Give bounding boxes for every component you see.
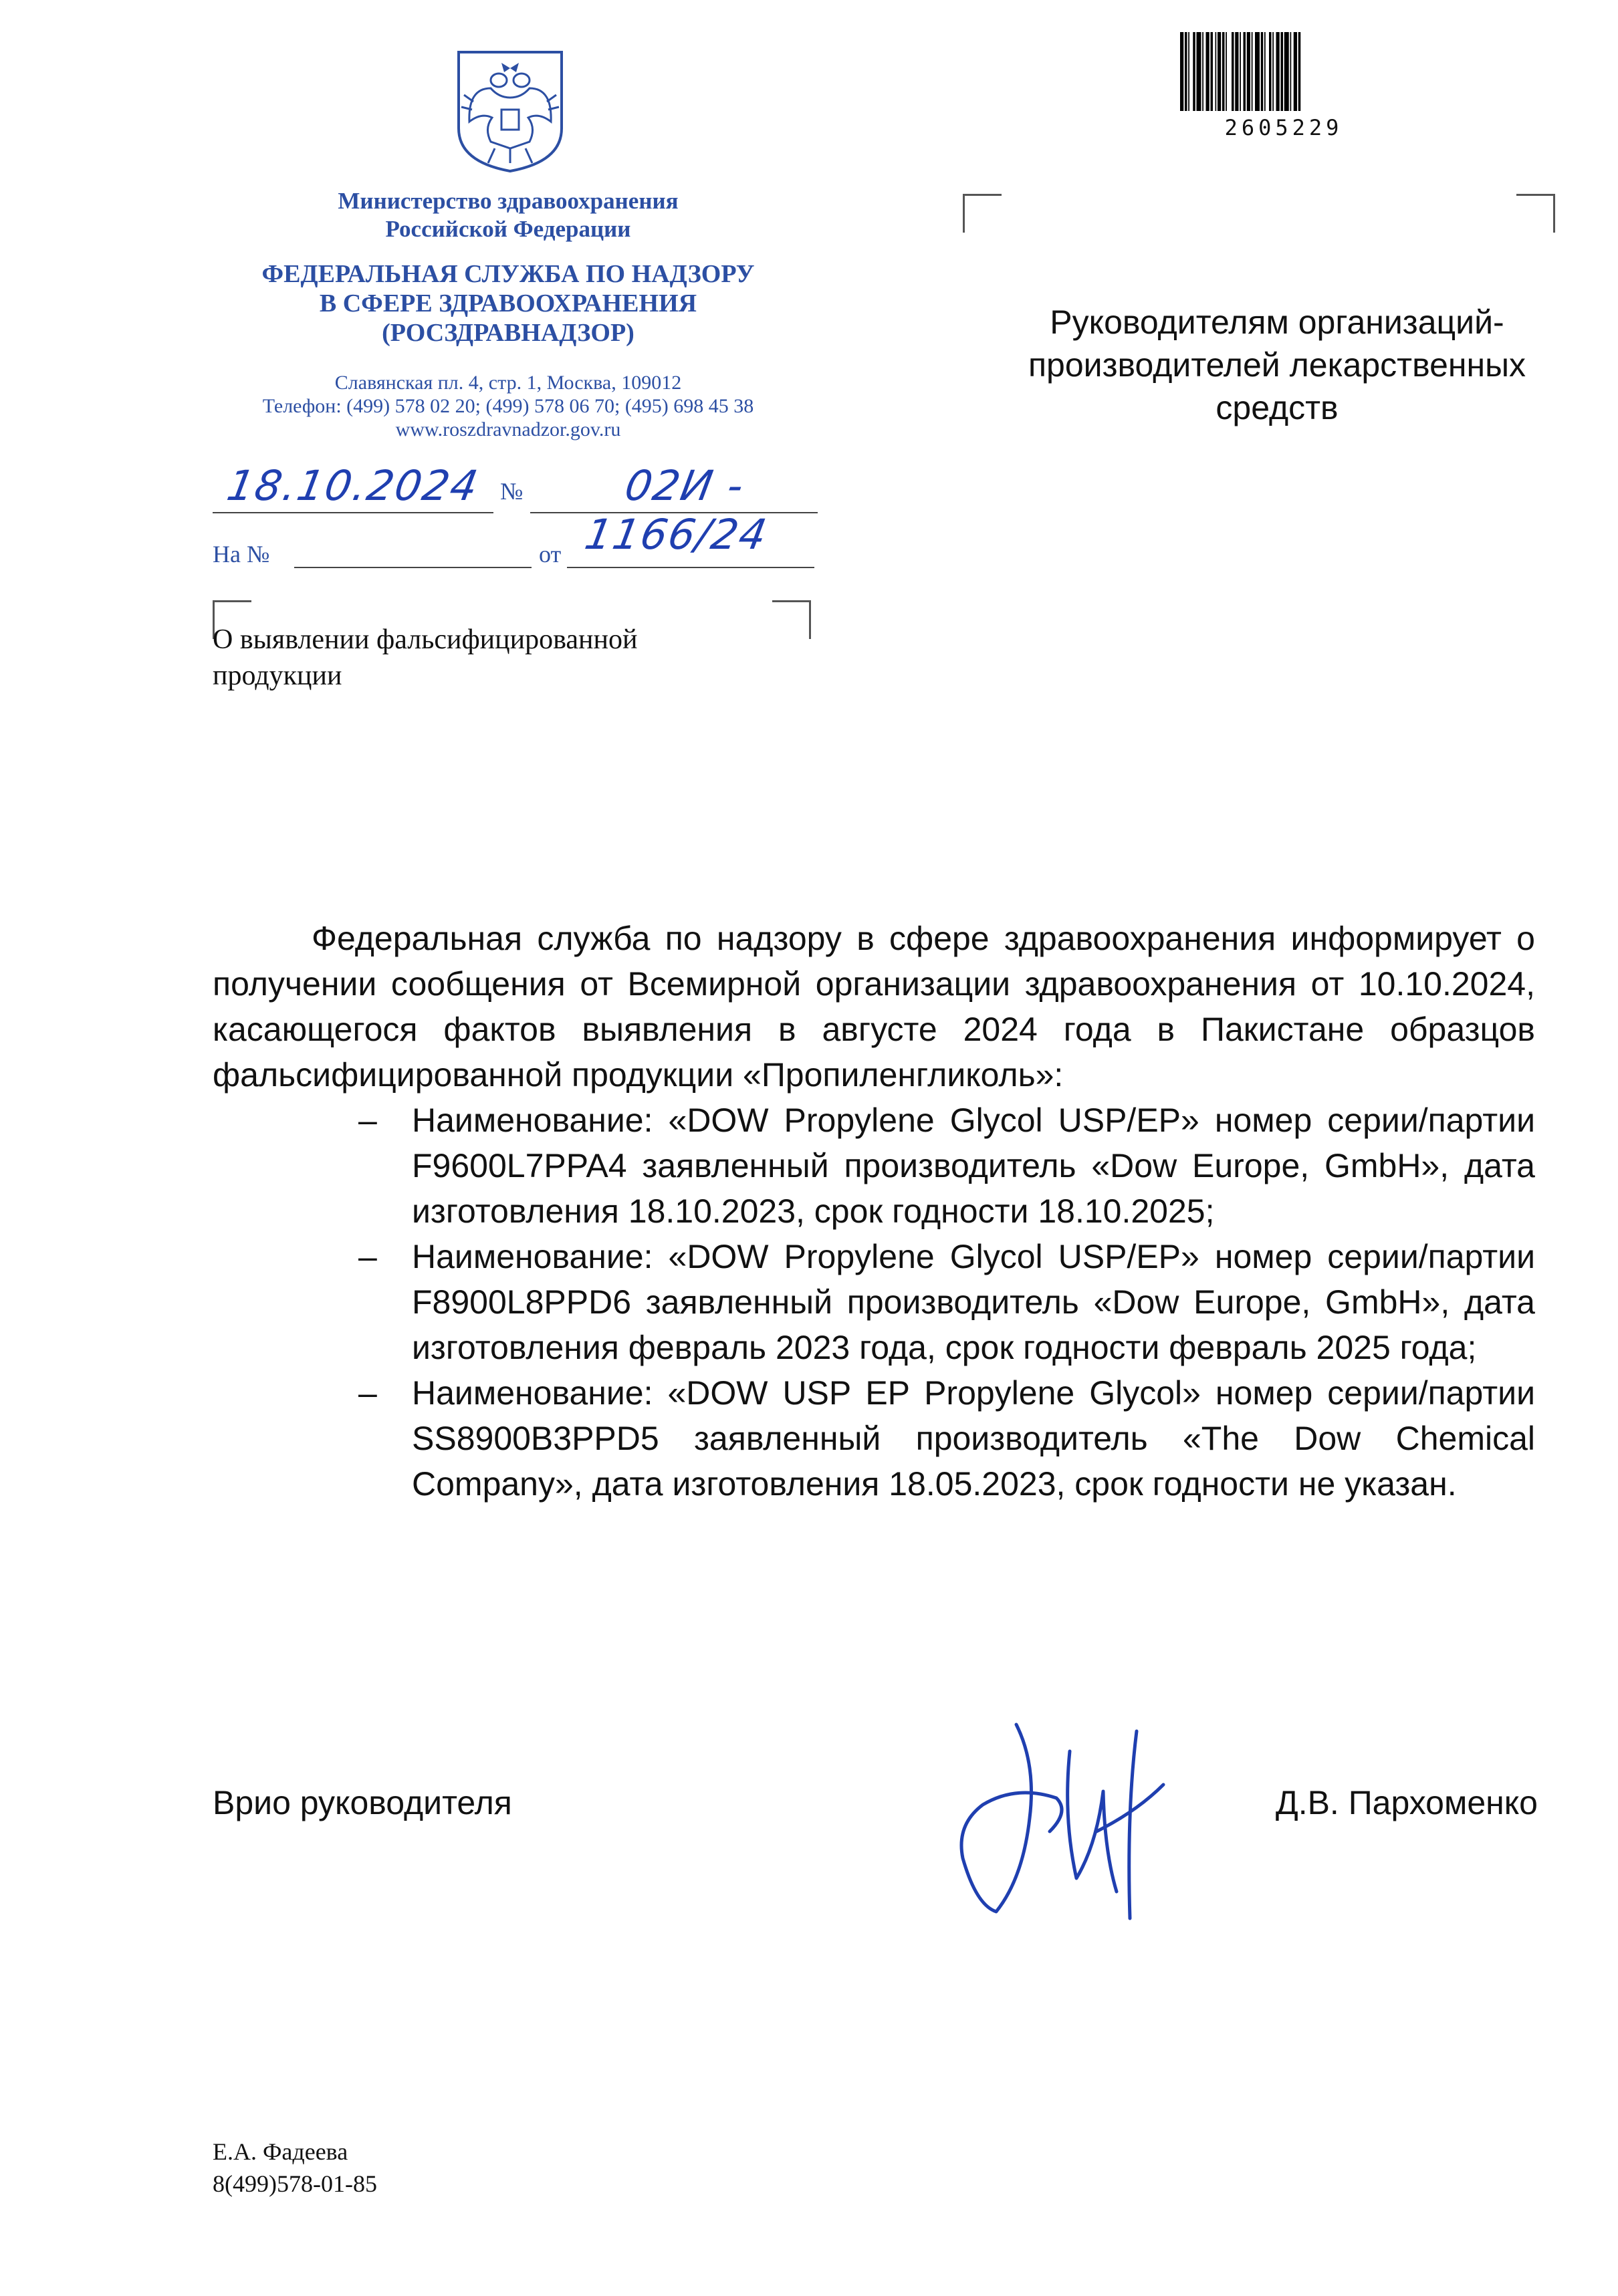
registration-date: 18.10.2024 [223,461,483,510]
service-name [201,259,816,348]
intro-paragraph: Федеральная служба по надзору в сфере здравоохранения информирует о получении сообщения от Всемирной организации здравоохранения от 10.10.2024, касающегося фактов выявления в августе 2024 года в Пакистане образцов фальсифицированной продукции «Пропиленгликоль»: [213,920,1535,1094]
list-item [358,1098,1535,1234]
list-item-text: Наименование: «DOW Propylene Glycol USP/EP» номер серии/партии F8900L8PPD6 заявленный производитель «Dow Europe, GmbH», дата изготовления февраль 2023 года, срок годности февраль 2025 года; [412,1238,1535,1366]
signatory-name: Д.В. Пархоменко [1275,1784,1538,1821]
list-item-text: Наименование: «DOW Propylene Glycol USP/EP» номер серии/партии F9600L7PPA4 заявленный производитель «Dow Europe, GmbH», дата изготовления 18.10.2023, срок годности 18.10.2025; [412,1102,1535,1230]
registration-number-label: № [500,478,524,505]
addressee-corner-right [1516,194,1555,233]
reference-label: На № [213,541,270,567]
subject-line-2: продукции [213,660,342,691]
dash-bullet: – [358,1374,377,1412]
executor-phone: 8(499)578-01-85 [213,2170,377,2197]
registration-number: 02И - 1166/24 [581,461,772,559]
dash-bullet: – [358,1102,377,1139]
product-list [213,1098,1535,1507]
barcode-number: 2605229 [1224,115,1343,140]
phone-numbers: Телефон: (499) 578 02 20; (499) 578 06 70; (495) 698 45 38 [262,395,754,417]
reference-from-label: от [539,541,562,567]
addressee-line-1: Руководителям организаций- [1050,303,1504,341]
ministry-line-1: Министерство здравоохранения [338,188,679,214]
coat-of-arms-emblem [455,48,566,174]
list-item [358,1234,1535,1370]
letter-body [213,916,1535,1507]
reference-line [213,540,814,573]
addressee [996,301,1558,429]
service-line-3: (РОСЗДРАВНАДЗОР) [382,319,634,347]
ministry-name [214,187,802,243]
contact-block [201,371,816,441]
addressee-line-2: производителей лекарственных [1028,346,1526,384]
executor-name: Е.А. Фадеева [213,2138,348,2165]
list-item-text: Наименование: «DOW USP EP Propylene Glycol» номер серии/партии SS8900B3PPD5 заявленный производитель «The Dow Chemical Company», дата изготовления 18.05.2023, срок годности не указан. [412,1374,1535,1503]
dash-bullet: – [358,1238,377,1275]
service-line-1: ФЕДЕРАЛЬНАЯ СЛУЖБА ПО НАДЗОРУ [261,260,755,288]
subject [213,622,814,694]
barcode [1179,32,1383,111]
website: www.roszdravnadzor.gov.ru [395,418,621,440]
executor-info [213,2136,377,2200]
signatory-title: Врио руководителя [213,1784,512,1821]
subject-line-1: О выявлении фальсифицированной [213,624,638,655]
ministry-line-2: Российской Федерации [385,216,631,242]
addressee-line-3: средств [1216,389,1339,426]
addressee-corner-left [963,194,1002,233]
list-item [358,1370,1535,1507]
postal-address: Славянская пл. 4, стр. 1, Москва, 109012 [334,372,682,394]
handwritten-signature [936,1711,1190,1925]
service-line-2: В СФЕРЕ ЗДРАВООХРАНЕНИЯ [319,289,697,317]
